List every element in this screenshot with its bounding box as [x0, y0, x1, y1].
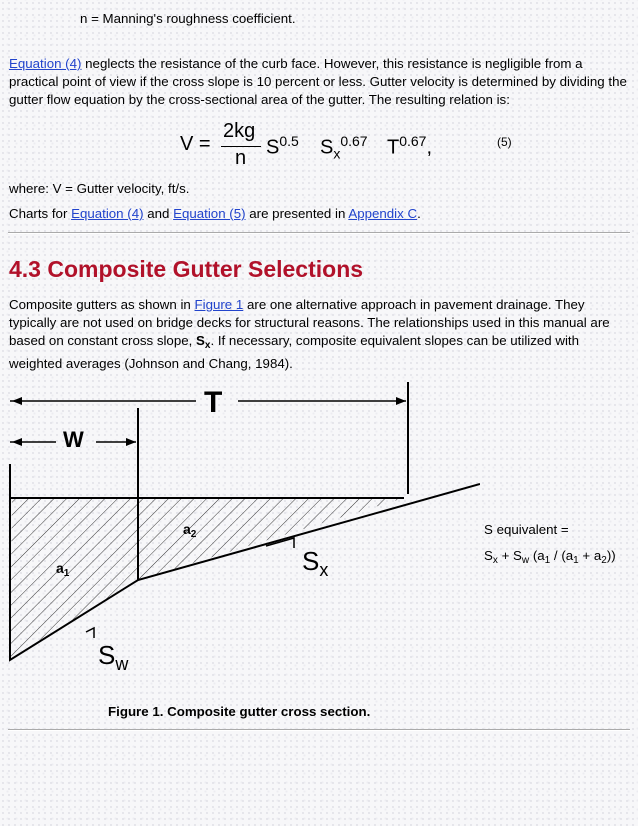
equation-number: (5): [497, 135, 512, 149]
w-arrow-left: [12, 438, 22, 446]
eq-s-term: $S^{0.5}$: [266, 133, 299, 159]
label-sx: $S_x$: [302, 546, 329, 580]
manning-definition: n = Manning's roughness coefficient.: [80, 11, 296, 26]
eq-t-term: $T^{0.67}$,: [387, 133, 433, 159]
figure-1-link[interactable]: Figure 1: [194, 297, 244, 312]
eq-denominator: n: [235, 147, 247, 169]
label-sw: $S_w$: [98, 640, 129, 674]
label-w: W: [63, 427, 84, 452]
composite-gutter-paragraph: Composite gutters as shown in Figure 1 are one alternative approach in pavement drainage. They typically are not used on bridge decks for structural reasons. The relationships used in this manual are based on constant cross slope, $S_x$. If necessary, composite equivalent slopes can be utilized with weighted averages (Johnson and Chang, 1984).: [9, 297, 610, 371]
charts-reference: Charts for Equation (4) and Equation (5) are presented in Appendix C.: [9, 206, 421, 221]
eq-numerator: 2kg: [223, 120, 256, 142]
label-a1: $a_1$: [56, 560, 70, 579]
equation-4-link[interactable]: Equation (4): [9, 56, 82, 71]
area-a1-hatch: [10, 498, 138, 658]
equation-5-link[interactable]: Equation (5): [173, 206, 246, 221]
label-a2: $a_2$: [183, 521, 197, 540]
equation-5: [180, 120, 450, 172]
w-arrow-right: [126, 438, 136, 446]
t-arrow-left: [12, 397, 22, 405]
area-a2-hatch: [138, 498, 404, 580]
t-arrow-right: [396, 397, 406, 405]
equation-description-paragraph: [9, 55, 631, 109]
label-t: T: [204, 386, 223, 419]
eq-sx-term: $S_x^{0.67}$: [320, 133, 368, 162]
composite-gutter-figure: [0, 374, 480, 674]
paragraph-text: neglects the resistance of the curb face. However, this resistance is negligible from a practical point of view if the cross slope is 10 percent or less. Gutter velocity is determined by dividing the gutter flow equation by the cross-sectional area of the gutter. The resulting relation is:: [9, 56, 627, 107]
bottom-divider: [8, 729, 630, 731]
s-equivalent-label: S equivalent =: [484, 522, 569, 537]
figure-caption: Figure 1. Composite gutter cross section.: [108, 704, 371, 719]
where-velocity: where: V = Gutter velocity, ft/s.: [9, 181, 190, 196]
appendix-c-link[interactable]: Appendix C: [348, 206, 418, 221]
s-equivalent-formula: $S_x + S_w$ $(a_1 / (a_1 + a_2))$: [484, 548, 616, 566]
eq-lhs: V =: [180, 133, 211, 155]
sw-slope-marker: [86, 628, 94, 638]
section-heading: 4.3 Composite Gutter Selections: [9, 256, 364, 282]
section-divider: [8, 232, 630, 234]
equation-4-link-2[interactable]: Equation (4): [71, 206, 144, 221]
sx-bold: $S_x$: [196, 333, 211, 351]
